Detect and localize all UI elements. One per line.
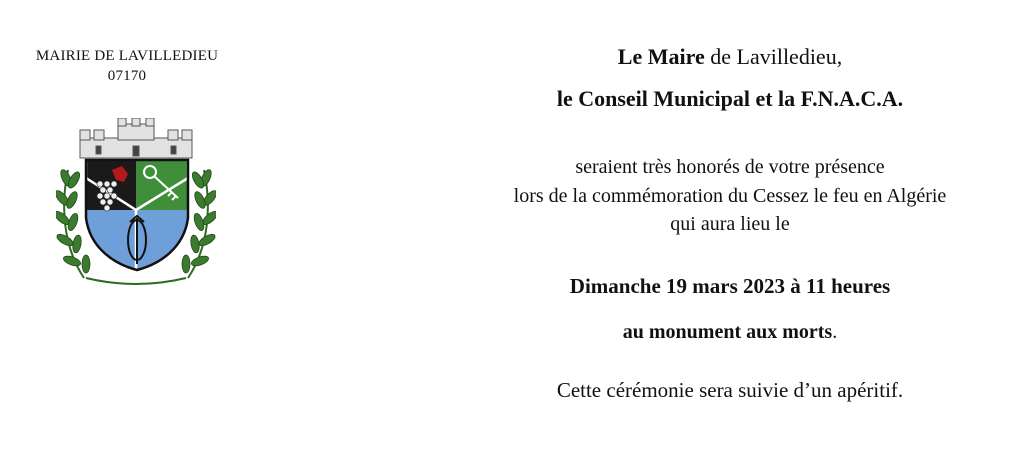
invitation-line-conseil: le Conseil Municipal et la F.N.A.C.A. xyxy=(556,86,904,111)
postcode: 07170 xyxy=(107,68,147,84)
invitation-place xyxy=(440,321,1020,344)
mairie-name: MAIRIE DE LAVILLEDIEU xyxy=(35,48,219,64)
mairie-header xyxy=(8,46,246,86)
maire-place: de Lavilledieu, xyxy=(704,44,843,69)
mural-crown-icon xyxy=(80,118,192,158)
place-rest: . xyxy=(832,321,838,343)
invitation-line-honored: seraient très honorés de votre présence xyxy=(575,156,885,178)
place-bold: au monument aux morts xyxy=(622,321,833,343)
invitation-line-commemoration: lors de la commémoration du Cessez le feu en Algérie xyxy=(513,185,947,207)
invitation-closing: Cette cérémonie sera suivie d’un apéritif. xyxy=(556,378,904,402)
invitation-line-lieu: qui aura lieu le xyxy=(670,213,790,235)
coat-of-arms-icon xyxy=(56,118,216,290)
invitation-line-maire xyxy=(440,44,1020,70)
maire-title: Le Maire xyxy=(617,44,705,69)
invitation-date: Dimanche 19 mars 2023 à 11 heures xyxy=(569,274,891,298)
